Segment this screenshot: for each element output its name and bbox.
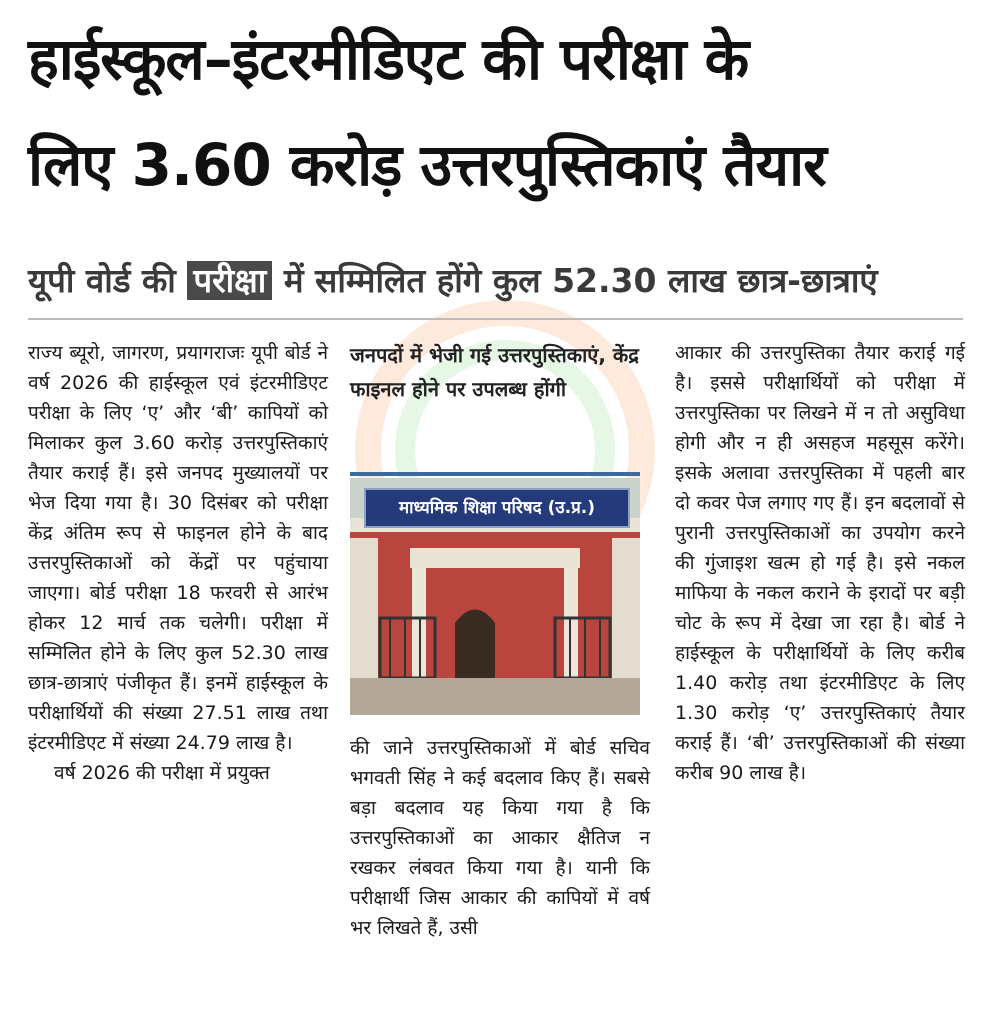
building-photo	[350, 478, 640, 715]
article-paragraph: वर्ष 2026 की परीक्षा में प्रयुक्त	[54, 762, 270, 784]
subhead-pre: यूपी वोर्ड की	[28, 261, 188, 300]
article-column-3: आकार की उत्तरपुस्तिका तैयार कराई गई है। इससे परीक्षार्थियों को परीक्षा में उत्तरपुस्तिका पर लिखने में न तो असुविधा होगी और न ही असहज महसूस करेंगे। इसके अलावा उत्तरपुस्तिका में पहली बार दो कवर पेज लगाए गए हैं। इन बदलावों से पुरानी उत्तरपुस्तिकाओं का उपयोग करने की गुंजाइश खत्म हो गई है। इसे नकल माफिया के नकल कराने के इरादों पर बड़ी चोट के रूप में देखा जा रहा है। बोर्ड ने हाईस्कूल के परीक्षार्थियों के लिए करीब 1.40 करोड़ तथा इंटरमीडिएट के लिए 1.30 करोड़ ‘ए’ उत्तरपुस्तिकाएं तैयार कराई हैं। ‘बी’ उत्तरपुस्तिकाओं की संख्या करीब 90 लाख है।	[675, 342, 965, 784]
headline-line-2: लिए 3.60 करोड़ उत्तरपुस्तिकाएं तैयार	[28, 131, 826, 199]
article-paragraph: राज्य ब्यूरो, जागरण, प्रयागराजः यूपी बोर्ड ने वर्ष 2026 की हाईस्कूल एवं इंटरमीडिएट परीक्षा के लिए ‘ए’ और ‘बी’ कापियों को मिलाकर कुल 3.60 करोड़ उत्तरपुस्तिकाएं तैयार कराई हैं। इसे जनपद मुख्यालयों पर भेज दिया गया है। 30 दिसंबर को परीक्षा केंद्र अंतिम रूप से फाइनल होने के बाद उत्तरपुस्तिकाओं को केंद्रों पर पहुंचाया जाएगा। बोर्ड परीक्षा 18 फरवरी से आरंभ होकर 12 मार्च तक चलेगी। परीक्षा में सम्मिलित होने के लिए कुल 52.30 लाख छात्र-छात्राएं पंजीकृत हैं। इनमें हाईस्कूल के परीक्षार्थियों की संख्या 27.51 लाख तथा इंटरमीडिएट में संख्या 24.79 लाख है।	[28, 342, 328, 754]
article-column-2: की जाने उत्तरपुस्तिकाओं में बोर्ड सचिव भगवती सिंह ने कई बदलाव किए हैं। सबसे बड़ा बदलाव यह किया गया है कि उत्तरपुस्तिकाओं का आकार क्षैतिज न रखकर लंबवत किया गया है। यानी कि परीक्षार्थी जिस आकार की कापियों में वर्ष भर लिखते हैं, उसी	[350, 737, 650, 939]
subhead-highlight: परीक्षा	[187, 261, 272, 300]
subhead-post: में सम्मिलित होंगे कुल 52.30 लाख छात्र-छात्राएं	[272, 261, 878, 300]
headline-line-1: हाईस्कूल–इंटरमीडिएट की परीक्षा के	[28, 25, 749, 93]
building-signboard: माध्यमिक शिक्षा परिषद (उ.प्र.)	[364, 488, 630, 528]
header-divider	[28, 318, 963, 320]
pull-quote: जनपदों में भेजी गई उत्तरपुस्तिकाएं, केंद्र फाइनल होने पर उपलब्ध होंगी	[350, 343, 639, 401]
photo-top-border	[350, 472, 640, 476]
subheadline	[28, 258, 958, 304]
article-column-1	[28, 338, 328, 788]
